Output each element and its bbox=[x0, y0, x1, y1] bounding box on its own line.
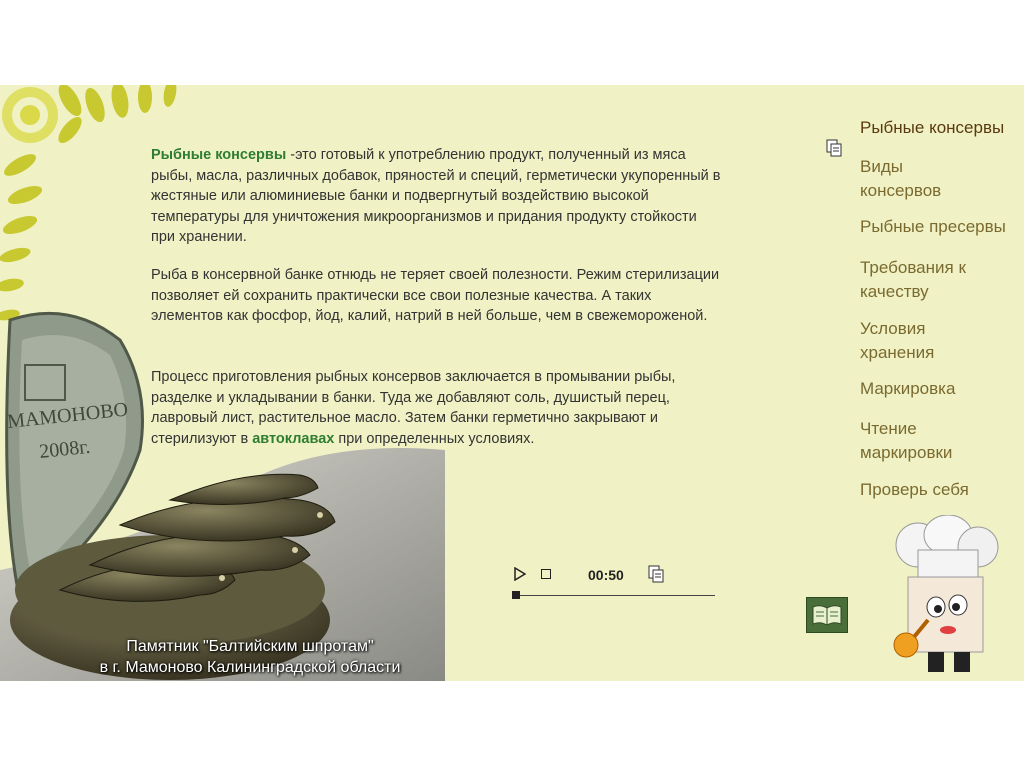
menu-label: качеству bbox=[860, 282, 929, 301]
menu-item-quality[interactable] bbox=[860, 256, 966, 304]
document-icon[interactable] bbox=[648, 565, 664, 583]
para1-line4: температуры для уничтожения микроорганизмов и придания продукту стойкости bbox=[151, 208, 697, 225]
menu-item-types[interactable] bbox=[860, 155, 941, 203]
menu-label: Проверь себя bbox=[860, 480, 969, 499]
monument-text-mamonovo: МАМОНОВО bbox=[6, 398, 129, 433]
paragraph-usefulness bbox=[151, 265, 811, 327]
para1-line1: -это готовый к употреблению продукт, полученный из мяса bbox=[286, 147, 686, 163]
paragraph-definition bbox=[151, 145, 806, 248]
menu-item-storage[interactable] bbox=[860, 317, 934, 365]
stop-icon[interactable] bbox=[541, 569, 551, 579]
para3-line4-end: при определенных условиях. bbox=[334, 430, 535, 447]
document-icon[interactable] bbox=[826, 139, 842, 157]
menu-label: Рыбные консервы bbox=[860, 118, 1005, 137]
menu-label: Требования к bbox=[860, 258, 966, 277]
menu-label: консервов bbox=[860, 181, 942, 200]
monument-text-year: 2008г. bbox=[38, 435, 92, 463]
photo-caption-line1: Памятник "Балтийским шпротам" bbox=[126, 638, 374, 655]
chef-character bbox=[888, 515, 1008, 675]
para1-line5: при хранении. bbox=[151, 229, 247, 245]
autoclave-link[interactable]: автоклавах bbox=[252, 430, 335, 447]
menu-label: Чтение bbox=[860, 419, 917, 438]
play-icon[interactable] bbox=[514, 567, 526, 581]
menu-label: маркировки bbox=[860, 443, 953, 462]
menu-label: Рыбные пресервы bbox=[860, 217, 1006, 236]
para2-line2: позволяет ей сохранить практически все свои полезные качества. А таких bbox=[151, 287, 652, 304]
para1-line2: рыбы, масла, различных добавок, пряностей и специй, герметически укупоренный в bbox=[151, 167, 721, 184]
menu-item-fish-conserves[interactable] bbox=[860, 116, 1004, 140]
para3-line2: разделке и укладывании в банки. Туда же добавляют соль, душистый перец, bbox=[151, 389, 670, 406]
menu-item-marking[interactable] bbox=[860, 377, 955, 401]
para3-line4-start: стерилизуют в bbox=[151, 430, 253, 447]
menu-label: Маркировка bbox=[860, 379, 956, 398]
para3-line3: лавровый лист, растительное масло. Затем банки герметично закрывают и bbox=[151, 410, 658, 426]
photo-caption-line2: в г. Мамоново Калининградской области bbox=[99, 659, 401, 676]
para2-line1: Рыба в консервной банке отнюдь не теряет своей полезности. Режим стерилизации bbox=[151, 267, 720, 283]
paragraph-process bbox=[151, 367, 771, 449]
menu-item-self-check[interactable] bbox=[860, 478, 969, 502]
menu-item-reading-marking[interactable] bbox=[860, 417, 952, 465]
term-fish-conserves: Рыбные консервы bbox=[151, 147, 287, 163]
para2-line3: элементов как фосфор, йод, калий, натрий в ней больше, чем в свежемороженой. bbox=[151, 308, 708, 324]
slide bbox=[0, 85, 1024, 681]
menu-item-preserves[interactable] bbox=[860, 215, 1006, 239]
para3-line1: Процесс приготовления рыбных консервов заключается в промывании рыбы, bbox=[151, 369, 676, 385]
para1-line3: жестяные или алюминиевые банки и подвергнутый воздействию высокой bbox=[151, 188, 649, 204]
player-progress-track[interactable] bbox=[515, 595, 715, 596]
player-progress-handle[interactable] bbox=[512, 591, 520, 599]
player-time: 00:50 bbox=[588, 567, 624, 583]
menu-label: Условия bbox=[860, 319, 926, 338]
monument-photo bbox=[0, 310, 445, 681]
menu-label: хранения bbox=[860, 343, 935, 362]
book-icon[interactable] bbox=[806, 597, 848, 633]
menu-label: Виды bbox=[860, 157, 903, 176]
